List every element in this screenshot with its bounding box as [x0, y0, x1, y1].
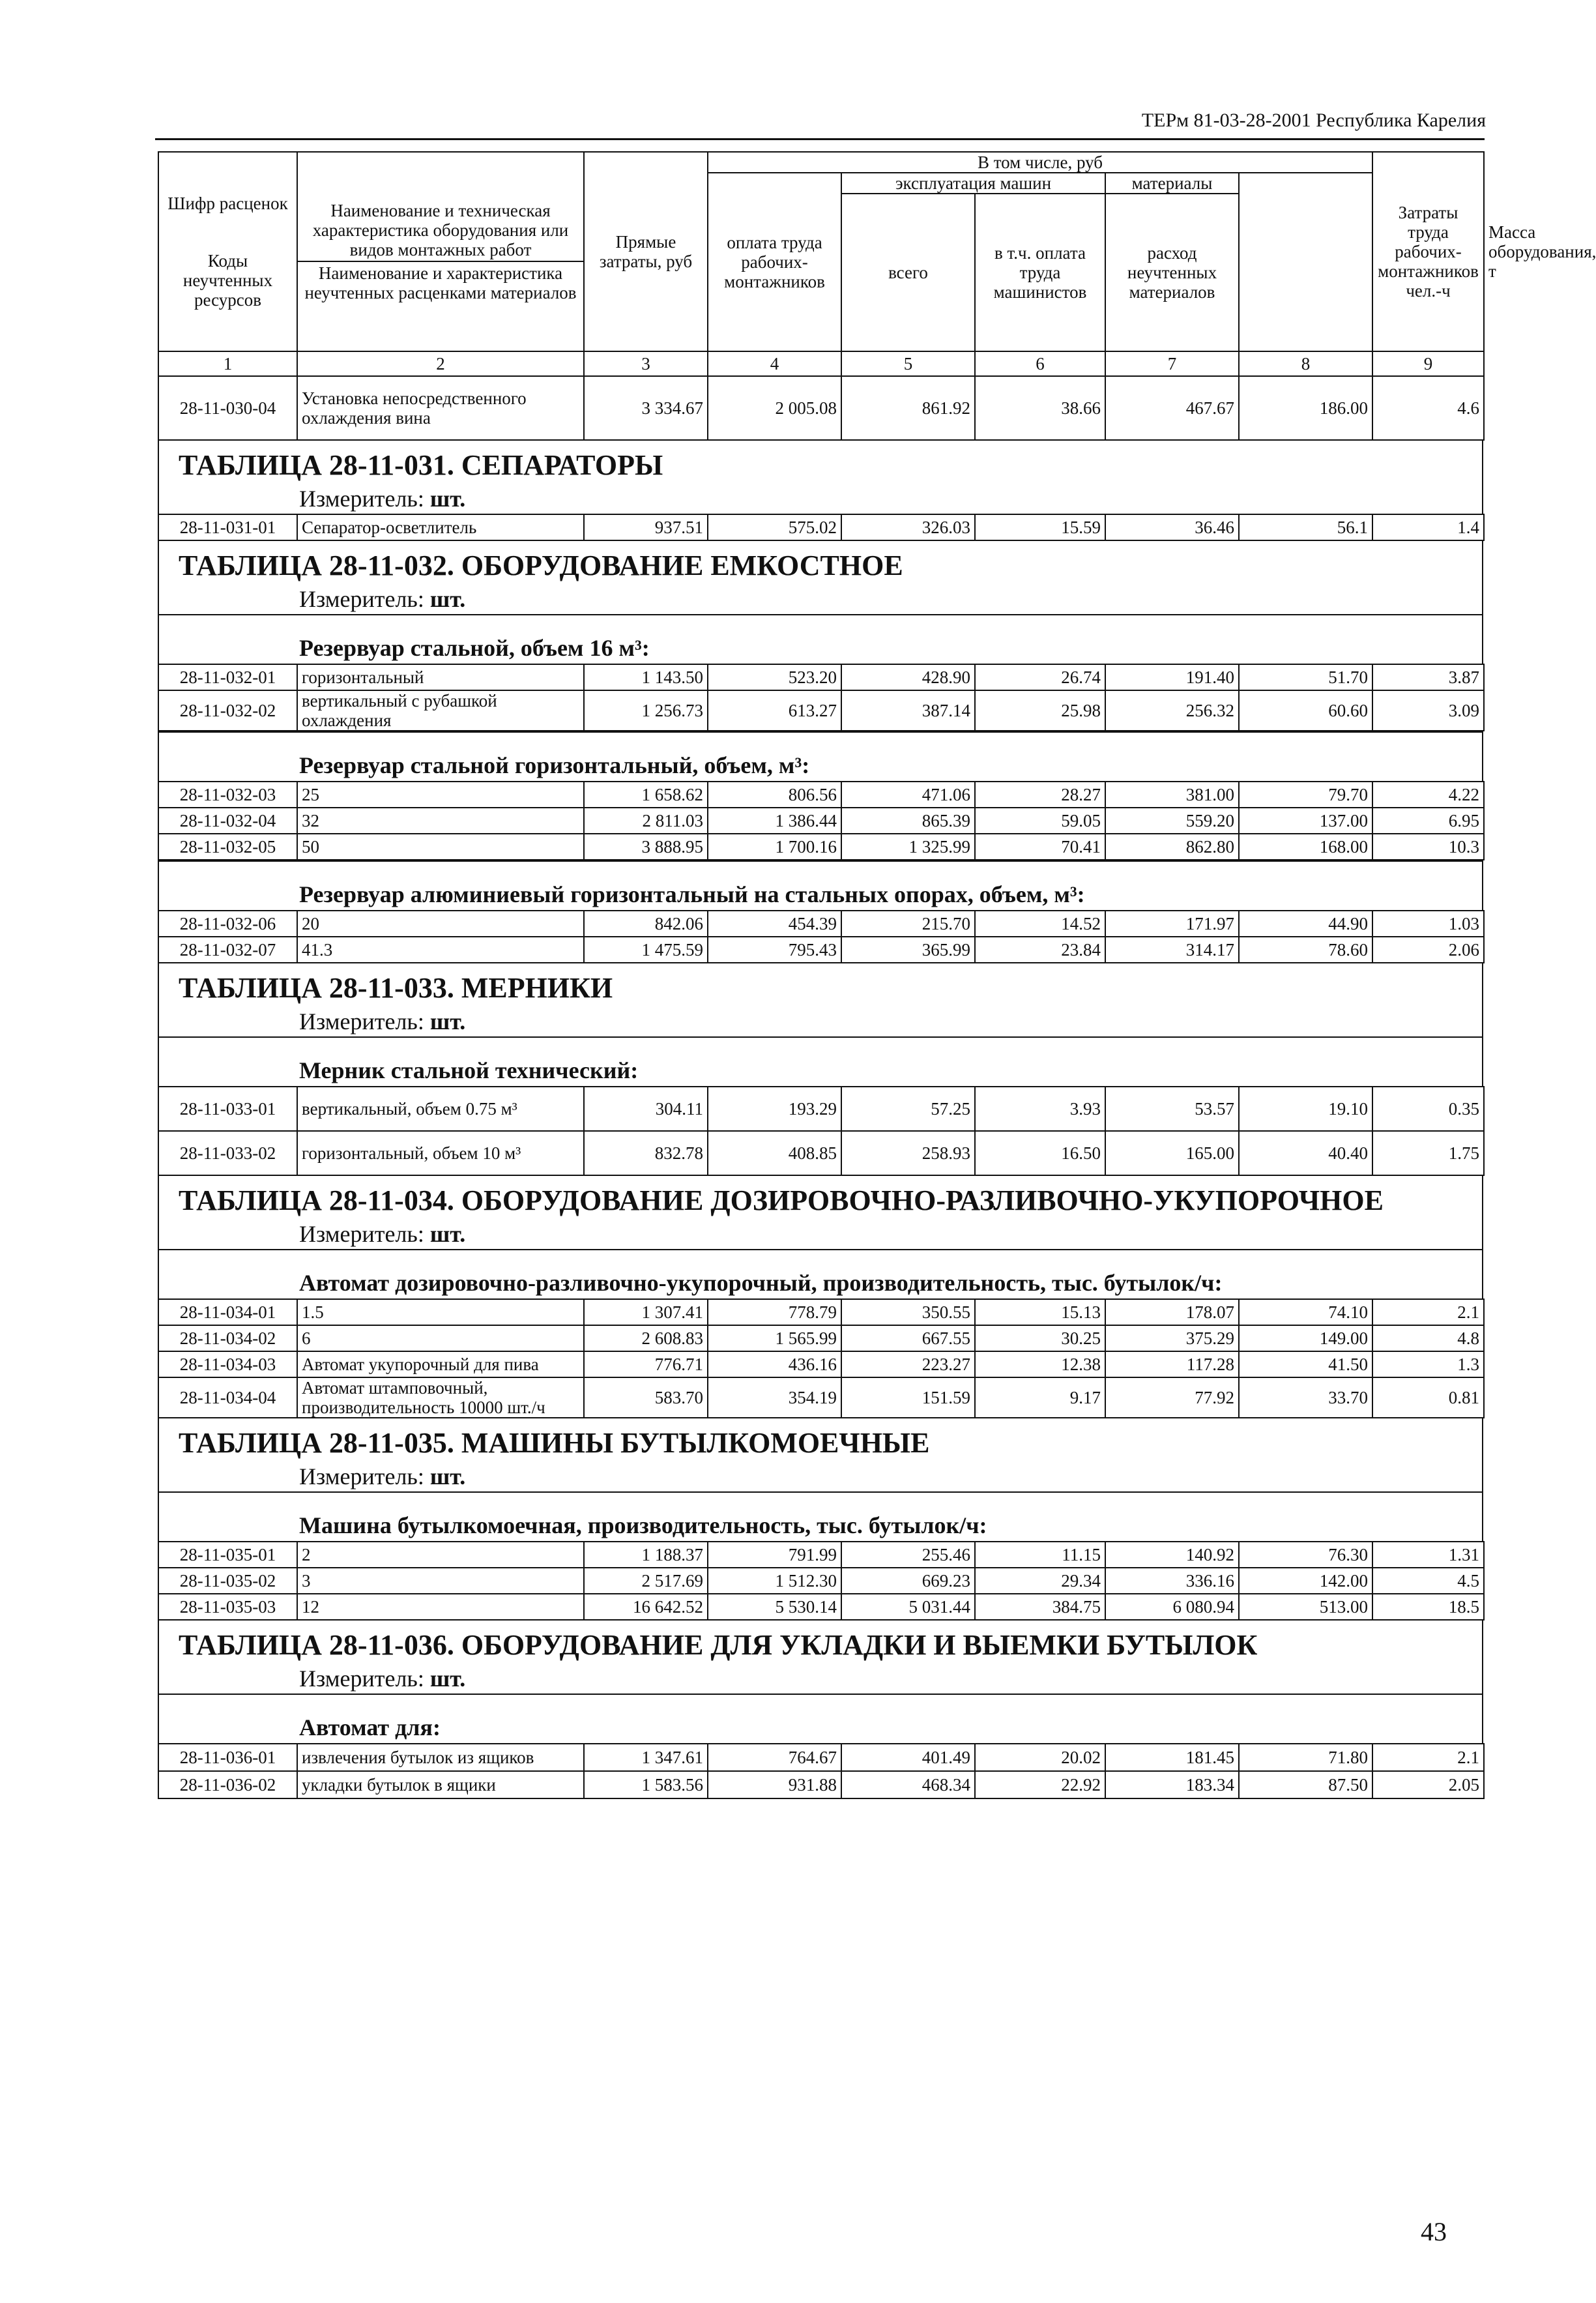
rate-value: 471.06: [841, 782, 975, 808]
rate-value: 186.00: [1239, 376, 1372, 440]
rate-value: 87.50: [1239, 1771, 1372, 1798]
rate-value: 149.00: [1239, 1325, 1372, 1351]
rate-code: 28-11-032-03: [158, 782, 297, 808]
rate-value: 1 325.99: [841, 834, 975, 860]
rate-value: 33.70: [1239, 1377, 1372, 1418]
rate-value: 1 583.56: [584, 1771, 708, 1798]
rate-value: 44.90: [1239, 911, 1372, 937]
rate-value: 1 143.50: [584, 664, 708, 690]
rate-value: 0.35: [1372, 1087, 1484, 1131]
rate-value: 6 080.94: [1105, 1594, 1239, 1620]
col-labor-hours-header: Затраты труда рабочих-монтажников чел.-ч: [1372, 152, 1484, 351]
rate-value: 178.07: [1105, 1299, 1239, 1325]
rate-value: 12.38: [975, 1351, 1105, 1377]
rate-code: 28-11-036-02: [158, 1771, 297, 1798]
rate-value: 59.05: [975, 808, 1105, 834]
rate-code: 28-11-034-03: [158, 1351, 297, 1377]
rate-value: 38.66: [975, 376, 1105, 440]
table-row: [158, 1594, 1484, 1620]
table-row: [158, 690, 1484, 731]
rate-code: 28-11-032-04: [158, 808, 297, 834]
table-032-1: [158, 664, 1485, 731]
rate-code: 28-11-032-05: [158, 834, 297, 860]
measure-036: Измеритель: шт.: [158, 1664, 1483, 1694]
rate-value: 183.34: [1105, 1771, 1239, 1798]
table-row: [158, 782, 1484, 808]
rate-value: 575.02: [708, 514, 841, 540]
rate-name: 50: [297, 834, 584, 860]
table-036: [158, 1743, 1485, 1799]
rate-value: 191.40: [1105, 664, 1239, 690]
rate-value: 4.6: [1372, 376, 1484, 440]
rate-value: 861.92: [841, 376, 975, 440]
rate-value: 15.59: [975, 514, 1105, 540]
rate-value: 387.14: [841, 690, 975, 731]
rate-value: 795.43: [708, 937, 841, 963]
rate-code: 28-11-032-06: [158, 911, 297, 937]
rate-value: 559.20: [1105, 808, 1239, 834]
rate-value: 350.55: [841, 1299, 975, 1325]
rate-code: 28-11-032-02: [158, 690, 297, 731]
rate-name: 25: [297, 782, 584, 808]
rate-name: Установка непосредственного охлаждения вина: [297, 376, 584, 440]
table-031: [158, 514, 1485, 541]
rate-value: 6.95: [1372, 808, 1484, 834]
rate-value: 2.05: [1372, 1771, 1484, 1798]
rate-value: 454.39: [708, 911, 841, 937]
rate-name: извлечения бутылок из ящиков: [297, 1744, 584, 1771]
rate-value: 613.27: [708, 690, 841, 731]
rate-value: 171.97: [1105, 911, 1239, 937]
rate-name: 12: [297, 1594, 584, 1620]
rate-value: 2 811.03: [584, 808, 708, 834]
subhead-032-2: Резервуар стальной горизонтальный, объем, м³:: [158, 750, 1483, 781]
rate-value: 57.25: [841, 1087, 975, 1131]
rate-value: 117.28: [1105, 1351, 1239, 1377]
table-row: [158, 1131, 1484, 1175]
rate-value: 326.03: [841, 514, 975, 540]
rate-value: 142.00: [1239, 1568, 1372, 1594]
rate-value: 384.75: [975, 1594, 1105, 1620]
rate-name: Сепаратор-осветлитель: [297, 514, 584, 540]
rate-value: 76.30: [1239, 1542, 1372, 1568]
table-032-3: [158, 910, 1485, 963]
rate-value: 365.99: [841, 937, 975, 963]
table-033: [158, 1086, 1485, 1176]
table-row: [158, 376, 1484, 440]
rate-value: 401.49: [841, 1744, 975, 1771]
rate-value: 4.5: [1372, 1568, 1484, 1594]
measure-035: Измеритель: шт.: [158, 1461, 1483, 1491]
rate-value: 314.17: [1105, 937, 1239, 963]
rate-value: 1 475.59: [584, 937, 708, 963]
rate-value: 29.34: [975, 1568, 1105, 1594]
rate-value: 1.31: [1372, 1542, 1484, 1568]
rate-value: 30.25: [975, 1325, 1105, 1351]
rate-name: 2: [297, 1542, 584, 1568]
rate-value: 408.85: [708, 1131, 841, 1175]
table-034: [158, 1298, 1485, 1418]
rates-document: [158, 151, 1596, 1799]
rate-value: 14.52: [975, 911, 1105, 937]
measure-033: Измеритель: шт.: [158, 1006, 1483, 1036]
subhead-033-1: Мерник стальной технический:: [158, 1055, 1483, 1086]
subhead-032-1: Резервуар стальной, объем 16 м³:: [158, 632, 1483, 664]
rate-value: 669.23: [841, 1568, 975, 1594]
rate-name: горизонтальный, объем 10 м³: [297, 1131, 584, 1175]
rate-value: 19.10: [1239, 1087, 1372, 1131]
table-035: [158, 1541, 1485, 1621]
subhead-034-1: Автомат дозировочно-разливочно-укупорочный, производительность, тыс. бутылок/ч:: [158, 1267, 1483, 1298]
rate-value: 40.40: [1239, 1131, 1372, 1175]
rate-value: 778.79: [708, 1299, 841, 1325]
rate-value: 2 608.83: [584, 1325, 708, 1351]
table-row: [158, 1568, 1484, 1594]
rate-value: 5 530.14: [708, 1594, 841, 1620]
rate-value: 28.27: [975, 782, 1105, 808]
col-machinist-wages-header: в т.ч. оплата труда машинистов: [975, 194, 1105, 351]
table-title-033: ТАБЛИЦА 28-11-033. МЕРНИКИ: [158, 963, 1483, 1006]
rate-value: 20.02: [975, 1744, 1105, 1771]
rate-value: 168.00: [1239, 834, 1372, 860]
rate-name: 3: [297, 1568, 584, 1594]
rate-value: 862.80: [1105, 834, 1239, 860]
rate-value: 137.00: [1239, 808, 1372, 834]
rate-name: 32: [297, 808, 584, 834]
rate-value: 523.20: [708, 664, 841, 690]
rate-code: 28-11-032-01: [158, 664, 297, 690]
table-row: [158, 1744, 1484, 1771]
rate-value: 15.13: [975, 1299, 1105, 1325]
table-row: [158, 1377, 1484, 1418]
rate-name: Автомат укупорочный для пива: [297, 1351, 584, 1377]
rate-value: 16 642.52: [584, 1594, 708, 1620]
rate-value: 764.67: [708, 1744, 841, 1771]
col-direct-costs-header: Прямые затраты, руб: [584, 152, 708, 351]
table-row: [158, 937, 1484, 963]
rate-value: 71.80: [1239, 1744, 1372, 1771]
rate-value: 165.00: [1105, 1131, 1239, 1175]
col-name-header: Наименование и техническая характеристика оборудования или видов монтажных работ Наименование и характеристика неучтенных расценками материалов: [297, 152, 584, 351]
rate-value: 223.27: [841, 1351, 975, 1377]
rate-value: 865.39: [841, 808, 975, 834]
rate-value: 2.06: [1372, 937, 1484, 963]
rate-name: 41.3: [297, 937, 584, 963]
rate-value: 806.56: [708, 782, 841, 808]
table-row: [158, 1771, 1484, 1798]
rate-value: 3.93: [975, 1087, 1105, 1131]
measure-034: Измеритель: шт.: [158, 1219, 1483, 1249]
rate-value: 436.16: [708, 1351, 841, 1377]
header-rule: [155, 138, 1485, 140]
table-title-035: ТАБЛИЦА 28-11-035. МАШИНЫ БУТЫЛКОМОЕЧНЫЕ: [158, 1418, 1483, 1461]
rate-value: 1 512.30: [708, 1568, 841, 1594]
rate-value: 832.78: [584, 1131, 708, 1175]
page-number: 43: [1421, 2217, 1447, 2246]
measure-032: Измеритель: шт.: [158, 584, 1483, 614]
rate-value: 70.41: [975, 834, 1105, 860]
table-row: [158, 1542, 1484, 1568]
rate-value: 381.00: [1105, 782, 1239, 808]
rate-value: 937.51: [584, 514, 708, 540]
rate-value: 1 700.16: [708, 834, 841, 860]
rate-value: 78.60: [1239, 937, 1372, 963]
rate-value: 10.3: [1372, 834, 1484, 860]
rate-value: 354.19: [708, 1377, 841, 1418]
rate-value: 3.09: [1372, 690, 1484, 731]
table-row: [158, 1351, 1484, 1377]
rate-value: 375.29: [1105, 1325, 1239, 1351]
table-row: [158, 1299, 1484, 1325]
table-row: [158, 1087, 1484, 1131]
rate-value: 583.70: [584, 1377, 708, 1418]
table-row: [158, 834, 1484, 860]
rate-value: 258.93: [841, 1131, 975, 1175]
rate-code: 28-11-031-01: [158, 514, 297, 540]
rate-value: 36.46: [1105, 514, 1239, 540]
rate-value: 256.32: [1105, 690, 1239, 731]
col-machines-total-header: всего: [841, 194, 975, 351]
rate-value: 74.10: [1239, 1299, 1372, 1325]
rate-code: 28-11-034-04: [158, 1377, 297, 1418]
subhead-035-1: Машина бутылкомоечная, производительность, тыс. бутылок/ч:: [158, 1510, 1483, 1541]
page-header: ТЕРм 81-03-28-2001 Республика Карелия: [1141, 110, 1486, 131]
rate-value: 1 565.99: [708, 1325, 841, 1351]
rate-name: укладки бутылок в ящики: [297, 1771, 584, 1798]
rate-value: 77.92: [1105, 1377, 1239, 1418]
rate-code: 28-11-034-02: [158, 1325, 297, 1351]
rate-code: 28-11-035-01: [158, 1542, 297, 1568]
table-row: [158, 911, 1484, 937]
table-title-032: ТАБЛИЦА 28-11-032. ОБОРУДОВАНИЕ ЕМКОСТНОЕ: [158, 541, 1483, 584]
rate-code: 28-11-030-04: [158, 376, 297, 440]
subhead-032-3: Резервуар алюминиевый горизонтальный на стальных опорах, объем, м³:: [158, 879, 1483, 910]
table-032-2: [158, 781, 1485, 860]
col-wages-header: оплата труда рабочих-монтажников: [708, 173, 841, 351]
rate-code: 28-11-033-01: [158, 1087, 297, 1131]
rate-value: 26.74: [975, 664, 1105, 690]
rate-value: 2.1: [1372, 1299, 1484, 1325]
rate-value: 53.57: [1105, 1087, 1239, 1131]
rate-value: 23.84: [975, 937, 1105, 963]
rate-code: 28-11-035-02: [158, 1568, 297, 1594]
rate-value: 193.29: [708, 1087, 841, 1131]
rate-name: 1.5: [297, 1299, 584, 1325]
rate-value: 3 888.95: [584, 834, 708, 860]
rate-value: 181.45: [1105, 1744, 1239, 1771]
rate-value: 215.70: [841, 911, 975, 937]
rate-value: 5 031.44: [841, 1594, 975, 1620]
rate-value: 1.03: [1372, 911, 1484, 937]
measure-031: Измеритель: шт.: [158, 484, 1483, 514]
rate-name: 6: [297, 1325, 584, 1351]
rate-value: 4.22: [1372, 782, 1484, 808]
subhead-036-1: Автомат для:: [158, 1712, 1483, 1743]
rate-value: 25.98: [975, 690, 1105, 731]
column-number-row: 1 2 3 4 5 6 7 8 9: [158, 351, 1484, 376]
table-title-031: ТАБЛИЦА 28-11-031. СЕПАРАТОРЫ: [158, 441, 1483, 484]
rate-value: 3.87: [1372, 664, 1484, 690]
rate-name: вертикальный с рубашкой охлаждения: [297, 690, 584, 731]
rate-code: 28-11-036-01: [158, 1744, 297, 1771]
rate-value: 16.50: [975, 1131, 1105, 1175]
rate-name: вертикальный, объем 0.75 м³: [297, 1087, 584, 1131]
rate-value: 791.99: [708, 1542, 841, 1568]
rate-value: 56.1: [1239, 514, 1372, 540]
rate-value: 304.11: [584, 1087, 708, 1131]
rate-value: 151.59: [841, 1377, 975, 1418]
rate-code: 28-11-035-03: [158, 1594, 297, 1620]
rate-value: 1.75: [1372, 1131, 1484, 1175]
table-title-034: ТАБЛИЦА 28-11-034. ОБОРУДОВАНИЕ ДОЗИРОВОЧНО-РАЗЛИВОЧНО-УКУПОРОЧНОЕ: [158, 1176, 1483, 1219]
col-code-header: Шифр расценок Коды неучтенных ресурсов: [158, 152, 297, 351]
rate-value: 1 658.62: [584, 782, 708, 808]
rate-value: 11.15: [975, 1542, 1105, 1568]
rate-value: 79.70: [1239, 782, 1372, 808]
rate-value: 3 334.67: [584, 376, 708, 440]
rate-code: 28-11-032-07: [158, 937, 297, 963]
rate-value: 1 307.41: [584, 1299, 708, 1325]
rate-value: 51.70: [1239, 664, 1372, 690]
rate-value: 931.88: [708, 1771, 841, 1798]
rate-value: 0.81: [1372, 1377, 1484, 1418]
table-row: [158, 1325, 1484, 1351]
rate-value: 428.90: [841, 664, 975, 690]
rate-value: 22.92: [975, 1771, 1105, 1798]
table-row: [158, 808, 1484, 834]
rate-value: 468.34: [841, 1771, 975, 1798]
rate-value: 467.67: [1105, 376, 1239, 440]
rate-value: 41.50: [1239, 1351, 1372, 1377]
rate-value: 18.5: [1372, 1594, 1484, 1620]
rate-value: 2 517.69: [584, 1568, 708, 1594]
rate-value: 336.16: [1105, 1568, 1239, 1594]
rate-value: 776.71: [584, 1351, 708, 1377]
rate-value: 1.3: [1372, 1351, 1484, 1377]
table-row: [158, 514, 1484, 540]
rate-name: 20: [297, 911, 584, 937]
rate-value: 1 386.44: [708, 808, 841, 834]
rate-value: 667.55: [841, 1325, 975, 1351]
rate-value: 4.8: [1372, 1325, 1484, 1351]
rate-value: 255.46: [841, 1542, 975, 1568]
rate-name: горизонтальный: [297, 664, 584, 690]
col-materials-consumption-header: расход неучтенных материалов: [1105, 194, 1239, 351]
rate-value: 1 188.37: [584, 1542, 708, 1568]
rate-value: 513.00: [1239, 1594, 1372, 1620]
col-machines-header: эксплуатация машин: [841, 173, 1105, 194]
rate-value: 60.60: [1239, 690, 1372, 731]
table-title-036: ТАБЛИЦА 28-11-036. ОБОРУДОВАНИЕ ДЛЯ УКЛАДКИ И ВЫЕМКИ БУТЫЛОК: [158, 1621, 1483, 1664]
rate-code: 28-11-034-01: [158, 1299, 297, 1325]
col-group-header: В том числе, руб: [708, 152, 1372, 173]
col-materials-header: материалы: [1105, 173, 1239, 194]
rate-value: 9.17: [975, 1377, 1105, 1418]
table-row: [158, 664, 1484, 690]
rate-value: 1 347.61: [584, 1744, 708, 1771]
rate-value: 140.92: [1105, 1542, 1239, 1568]
rate-name: Автомат штамповочный, производительность 10000 шт./ч: [297, 1377, 584, 1418]
rate-value: 2 005.08: [708, 376, 841, 440]
rate-value: 2.1: [1372, 1744, 1484, 1771]
rate-code: 28-11-033-02: [158, 1131, 297, 1175]
rate-value: 1 256.73: [584, 690, 708, 731]
column-header-table: Шифр расценок Коды неучтенных ресурсов Наименование и техническая характеристика оборудования или видов монтажных работ Наименование и характеристика неучтенных расценками материалов Прямые затраты, руб В том числе, руб Затраты труда рабочих-монтажников чел.-ч Масса оборудования, т оплата труда рабочих-монтажников эксплуатация машин материалы всего в т.ч. оплата труда машинистов расход неучтенных материалов 1 2 3 4 5 6 7 8 9 28-11-030-04 Установка непосредственного охлаждения вина 3 334.67 2 005.08 861.92 38.66 467.67 186.00 4.6: [158, 151, 1485, 441]
rate-value: 842.06: [584, 911, 708, 937]
rate-value: 1.4: [1372, 514, 1484, 540]
